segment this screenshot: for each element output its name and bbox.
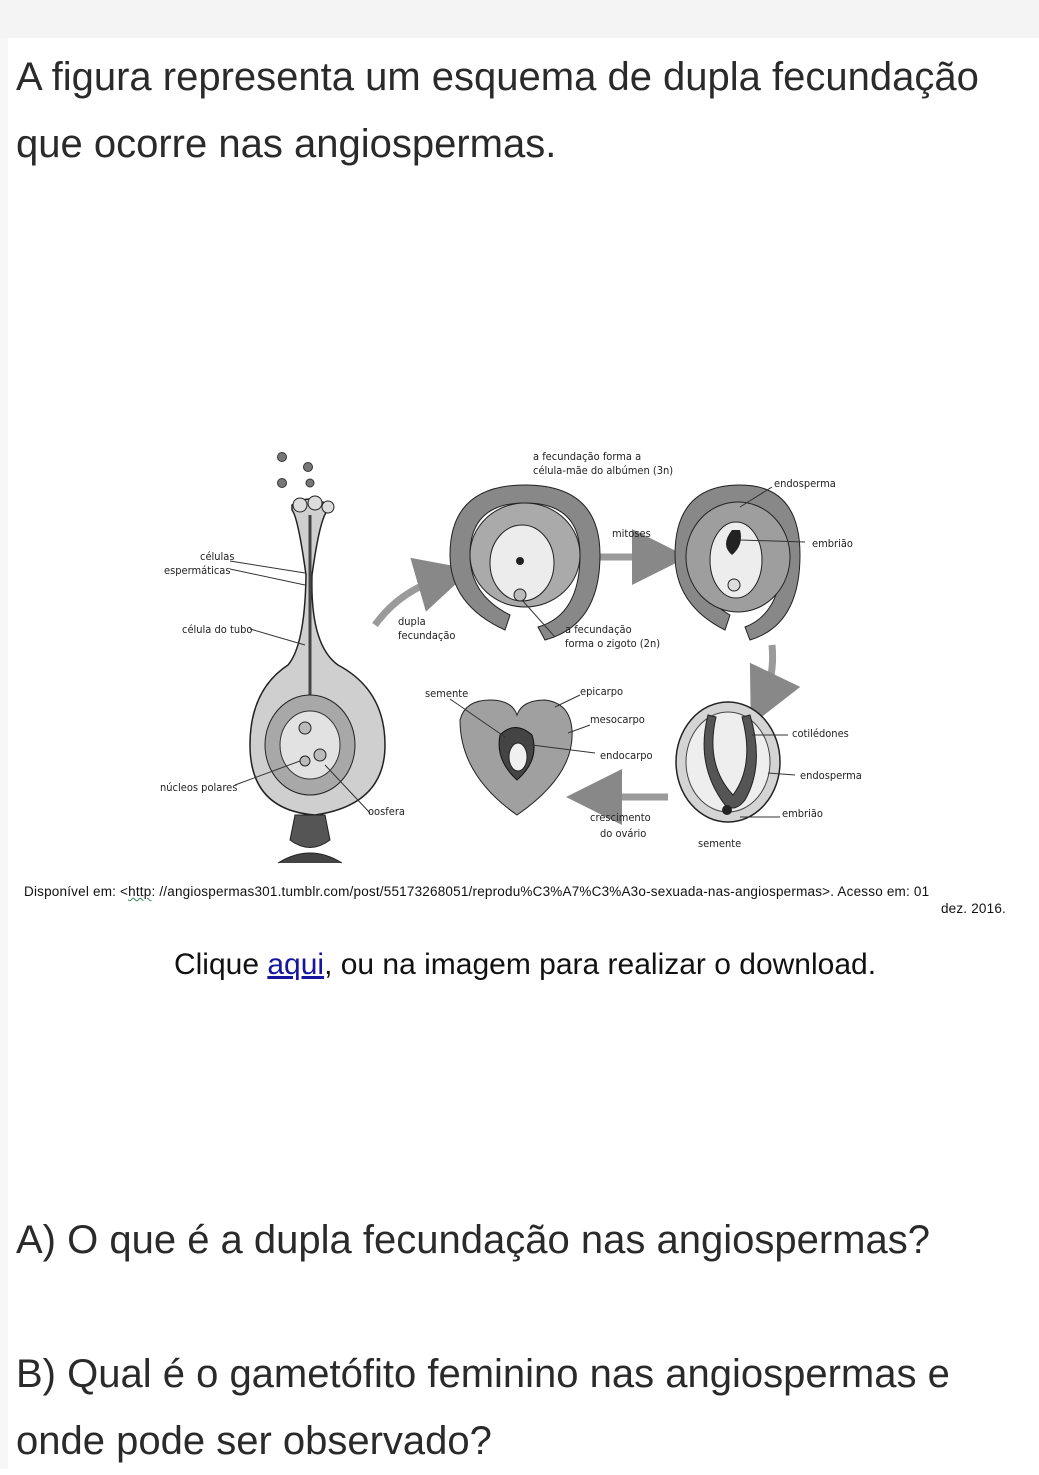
label-semente-bottom: semente — [698, 837, 742, 850]
label-a-fecundacao: a fecundação — [565, 623, 632, 636]
label-mitoses: mitoses — [612, 527, 651, 540]
figure-diagram — [160, 445, 865, 867]
source-citation — [24, 883, 1006, 917]
top-bar — [0, 0, 1039, 38]
label-fecundacao: fecundação — [398, 629, 456, 642]
source-http: http — [128, 884, 152, 899]
ovule-embryo — [675, 485, 800, 640]
download-prompt — [0, 948, 1039, 982]
seed-drawing — [676, 702, 780, 822]
label-epicarpo: epicarpo — [580, 685, 624, 698]
label-espermaticas: espermáticas — [164, 564, 231, 577]
label-crescimento: crescimento — [590, 811, 651, 824]
label-nucleos-polares: núcleos polares — [160, 781, 238, 794]
label-fecund-forma-a: a fecundação forma a — [533, 450, 642, 463]
label-do-ovario: do ovário — [600, 827, 647, 840]
question-b: B) Qual é o gametófito feminino nas angiospermas e onde pode ser observado? — [16, 1352, 950, 1463]
question-a: A) O que é a dupla fecundação nas angiospermas? — [16, 1218, 930, 1262]
source-prefix: Disponível em: < — [24, 884, 129, 899]
double-fertilization-figure[interactable] — [160, 445, 865, 867]
label-dupla: dupla — [398, 615, 426, 628]
label-mesocarpo: mesocarpo — [590, 713, 645, 726]
label-celula-mae: célula-mãe do albúmen (3n) — [533, 464, 674, 477]
label-endosperma-bottom: endosperma — [800, 769, 862, 782]
source-line-1 — [24, 883, 1006, 900]
label-cotiledones: cotilédones — [792, 727, 849, 740]
source-url: : //angiospermas301.tumblr.com/post/55173268051/reprodu%C3%A7%C3%A3o-sexuada-nas-angiospermas>. Acesso em: 01 — [151, 884, 930, 899]
label-embriao-top: embrião — [812, 537, 853, 550]
source-date: dez. 2016. — [940, 901, 1006, 916]
label-forma-zigoto: forma o zigoto (2n) — [565, 637, 661, 650]
download-text-after: , ou na imagem para realizar o download. — [324, 948, 877, 981]
ovule-fertilized — [450, 485, 600, 640]
label-endocarpo: endocarpo — [600, 749, 653, 762]
label-oosfera: oosfera — [368, 805, 405, 818]
download-text-before: Clique — [173, 948, 268, 981]
label-celulas: células — [200, 550, 235, 563]
left-gutter — [0, 38, 8, 1469]
label-endosperma-top: endosperma — [774, 477, 836, 490]
download-link[interactable]: aqui — [267, 948, 325, 981]
label-embriao-bottom: embrião — [782, 807, 823, 820]
label-semente-left: semente — [425, 687, 469, 700]
intro-paragraph: A figura representa um esquema de dupla fecundação que ocorre nas angiospermas. — [16, 55, 979, 166]
label-celula-do-tubo: célula do tubo — [182, 623, 253, 636]
